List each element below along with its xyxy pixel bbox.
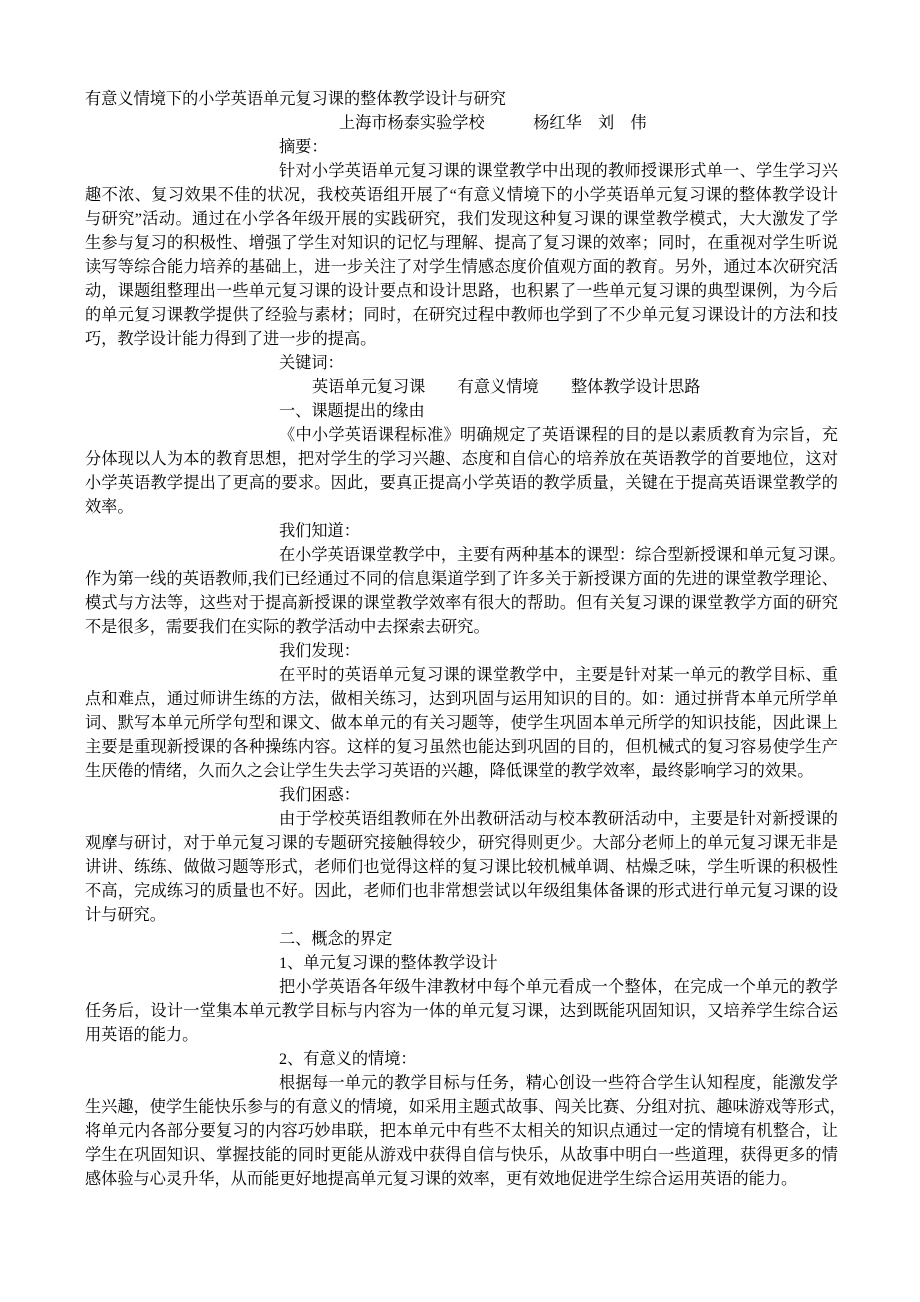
subsection-heading: 2、有意义的情境：: [279, 1050, 417, 1068]
paragraph-line: 根据每一单元的教学目标与任务，精心创设一些符合学生认知程度，能激发学: [279, 1074, 838, 1092]
abstract-line: 与研究”活动。通过在小学各年级开展的实践研究，我们发现这种复习课的课堂教学模式，大大激发了学: [85, 210, 838, 228]
abstract-line: 趣不浓、复习效果不佳的状况，我校英语组开展了“有意义情境下的小学英语单元复习课的整体教学设计: [85, 186, 838, 204]
lead-in-label: 我们发现：: [279, 642, 360, 660]
abstract-line: 的单元复习课教学提供了经验与素材；同时，在研究过程中教师也学到了不少单元复习课设计的方法和技: [85, 306, 838, 324]
abstract-line: 动，课题组整理出一些单元复习课的设计要点和设计思路，也积累了一些单元复习课的典型课例，为今后: [85, 282, 838, 300]
section-heading: 一、课题提出的缘由: [279, 402, 425, 420]
paragraph-line: 模式与方法等，这些对于提高新授课的课堂教学效率有很大的帮助。但有关复习课的课堂教学方面的研究: [85, 594, 838, 612]
abstract-line: 生参与复习的积极性、增强了学生对知识的记忆与理解、提高了复习课的效率；同时，在重视对学生听说: [85, 234, 838, 252]
abstract-line: 针对小学英语单元复习课的课堂教学中出现的教师授课形式单一、学生学习兴: [279, 162, 838, 180]
paragraph-line: 分体现以人为本的教育思想，把对学生的学习兴趣、态度和自信心的培养放在英语教学的首要地位，这对: [85, 450, 838, 468]
paragraph-line: 用英语的能力。: [85, 1026, 199, 1044]
paragraph-line: 小学英语教学提出了更高的要求。因此，要真正提高小学英语的教学质量，关键在于提高英语课堂教学的: [85, 474, 838, 492]
paragraph-line: 作为第一线的英语教师,我们已经通过不同的信息渠道学到了许多关于新授课方面的先进的课堂教学理论、: [85, 570, 838, 588]
paragraph-line: 不高，完成练习的质量也不好。因此，老师们也非常想尝试以年级组集体备课的形式进行单元复习课的设: [85, 882, 838, 900]
section-heading: 二、概念的界定: [279, 930, 393, 948]
paragraph-line: 任务后，设计一堂集本单元教学目标与内容为一体的单元复习课，达到既能巩固知识，又培养学生综合运: [85, 1002, 838, 1020]
paragraph-line: 感体验与心灵升华，从而能更好地提高单元复习课的效率，更有效地促进学生综合运用英语的能力。: [85, 1170, 798, 1188]
paragraph-line: 把小学英语各年级牛津教材中每个单元看成一个整体，在完成一个单元的教学: [279, 978, 838, 996]
abstract-label: 摘要：: [279, 138, 328, 156]
abstract-line: 读写等综合能力培养的基础上，进一步关注了对学生情感态度价值观方面的教育。另外，通过本次研究活: [85, 258, 838, 276]
paragraph-line: 计与研究。: [85, 906, 166, 924]
keywords-label: 关键词：: [279, 354, 344, 372]
byline: 上海市杨泰实验学校 杨红华 刘 伟: [339, 114, 647, 132]
paragraph-line: 点和难点，通过师讲生练的方法，做相关练习，达到巩固与运用知识的目的。如：通过拼背本单元所学单: [85, 690, 838, 708]
paragraph-line: 效率。: [85, 498, 134, 516]
document-title: 有意义情境下的小学英语单元复习课的整体教学设计与研究: [85, 90, 506, 108]
document-content: [85, 87, 846, 1191]
paragraph-line: 在小学英语课堂教学中，主要有两种基本的课型：综合型新授课和单元复习课。: [279, 546, 846, 564]
paragraph-line: 不是很多，需要我们在实际的教学活动中去探索去研究。: [85, 618, 490, 636]
paragraph-line: 生兴趣，使学生能快乐参与的有意义的情境，如采用主题式故事、闯关比赛、分组对抗、趣味游戏等形式，: [85, 1098, 846, 1116]
abstract-line: 巧，教学设计能力得到了进一步的提高。: [85, 330, 377, 348]
paragraph-line: 学生在巩固知识、掌握技能的同时更能从游戏中获得自信与快乐，从故事中明白一些道理，获得更多的情: [85, 1146, 838, 1164]
lead-in-label: 我们困惑：: [279, 786, 360, 804]
paragraph-line: 由于学校英语组教师在外出教研活动与校本教研活动中，主要是针对新授课的: [279, 810, 838, 828]
paragraph-line: 将单元内各部分要复习的内容巧妙串联，把本单元中有些不太相关的知识点通过一定的情境有机整合，让: [85, 1122, 838, 1140]
paragraph-line: 《中小学英语课程标准》明确规定了英语课程的目的是以素质教育为宗旨，充: [279, 426, 838, 444]
paragraph-line: 主要是重现新授课的各种操练内容。这样的复习虽然也能达到巩固的目的，但机械式的复习容易使学生产: [85, 738, 838, 756]
subsection-heading: 1、单元复习课的整体教学设计: [279, 954, 498, 972]
paragraph-line: 讲讲、练练、做做习题等形式，老师们也觉得这样的复习课比较机械单调、枯燥乏味，学生听课的积极性: [85, 858, 838, 876]
lead-in-label: 我们知道：: [279, 522, 360, 540]
paragraph-line: 生厌倦的情绪，久而久之会让学生失去学习英语的兴趣，降低课堂的教学效率，最终影响学习的效果。: [85, 762, 814, 780]
keywords-line: 英语单元复习课 有意义情境 整体教学设计思路: [312, 378, 701, 396]
paragraph-line: 词、默写本单元所学句型和课文、做本单元的有关习题等，使学生巩固本单元所学的知识技能，因此课上: [85, 714, 838, 732]
paragraph-line: 观摩与研讨，对于单元复习课的专题研究接触得较少，研究得则更少。大部分老师上的单元复习课无非是: [85, 834, 838, 852]
paragraph-line: 在平时的英语单元复习课的课堂教学中，主要是针对某一单元的教学目标、重: [279, 666, 838, 684]
